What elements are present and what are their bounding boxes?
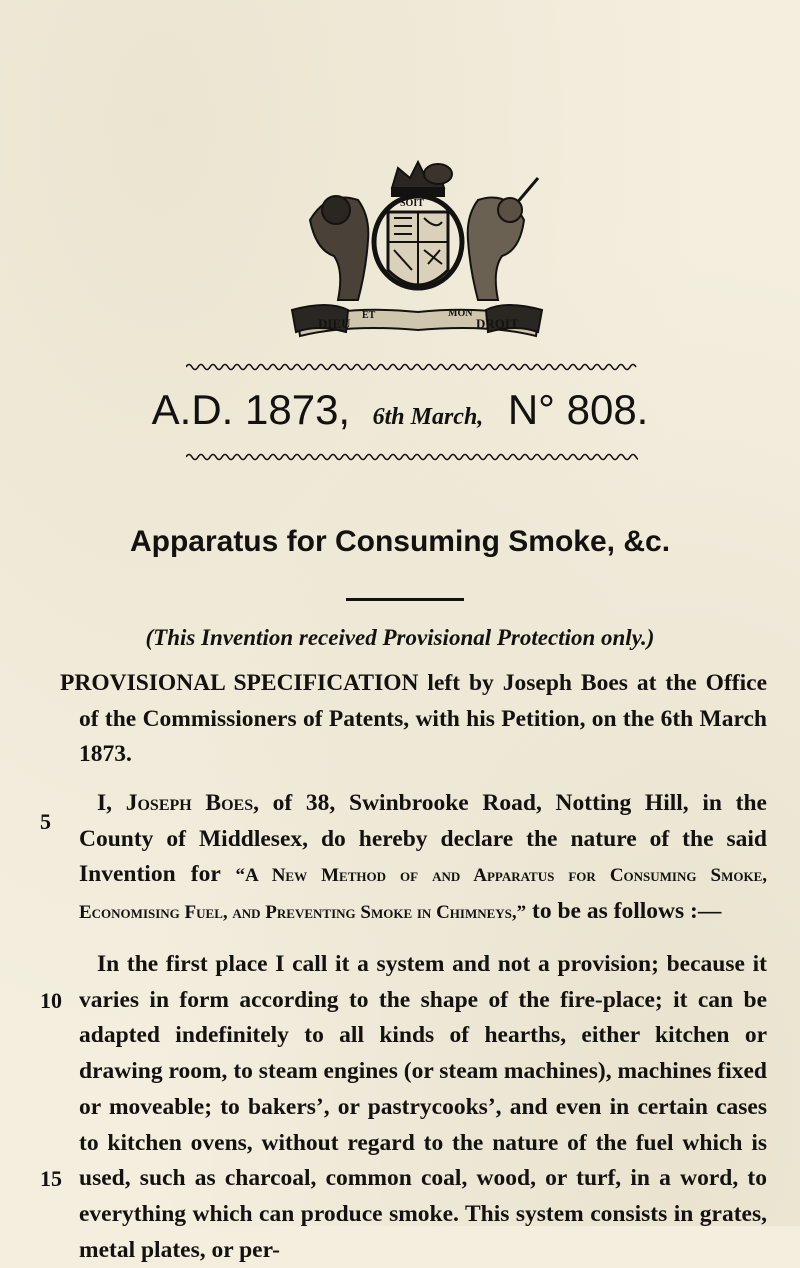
patent-date: 6th March,: [372, 404, 484, 430]
invention-title: “A New Method of and Apparatus for Consuming Smoke, Economising Fuel, and Preventing Smoke in Chimneys,”: [79, 865, 767, 924]
declaration-middle: , of 38, Swinbrooke Road, Notting Hill, in the County of Middlesex, do hereby declare the nature of the said Invention for: [79, 790, 767, 888]
patent-header: [0, 380, 800, 447]
wavy-rule-top: [186, 362, 638, 372]
crest-motto-center: SOIT: [400, 198, 424, 209]
line-number: 5: [40, 809, 51, 834]
patent-year: A.D. 1873,: [151, 386, 351, 433]
title-divider: [346, 598, 464, 601]
royal-coat-of-arms-emblem: [288, 160, 546, 345]
crest-motto-right: DROIT: [476, 316, 519, 331]
crest-motto-left: DIEU: [318, 316, 351, 331]
patent-number: N° 808.: [507, 386, 649, 433]
inventor-name: Joseph Boes: [125, 790, 254, 816]
line-number: 15: [40, 1166, 62, 1191]
protection-note: (This Invention received Provisional Protection only.): [145, 625, 655, 650]
body-paragraph: In the first place I call it a system and not a provision; because it varies in form according to the shape of the fire-place; it can be adapted indefinitely to all kinds of hearths, either kitchen or drawing room, to steam engines (or steam machines), machines fixed or moveable; to bakers’, or pastrycooks’, and even in certain cases to kitchen ovens, without regard to the nature of the fuel which is used, such as charcoal, common coal, wood, or turf, in a word, to everything which can produce smoke. This system consists in grates, metal plates, or per-: [79, 951, 767, 1263]
crest-motto-prefix: MON: [448, 308, 473, 319]
document-title: Apparatus for Consuming Smoke, &c.: [129, 525, 671, 558]
line-number: 10: [40, 988, 62, 1013]
wavy-rule-bottom: [186, 452, 638, 462]
crest-motto-join: ET: [362, 310, 376, 321]
specification-paragraph: PROVISIONAL SPECIFICATION left by Joseph Boes at the Office of the Commissioners of Patents, with his Petition, on the 6th March 1873.: [60, 670, 767, 768]
declaration-intro: I,: [97, 790, 126, 816]
declaration-outro: to be as follows :—: [526, 898, 722, 925]
declaration-paragraph: [79, 786, 767, 931]
